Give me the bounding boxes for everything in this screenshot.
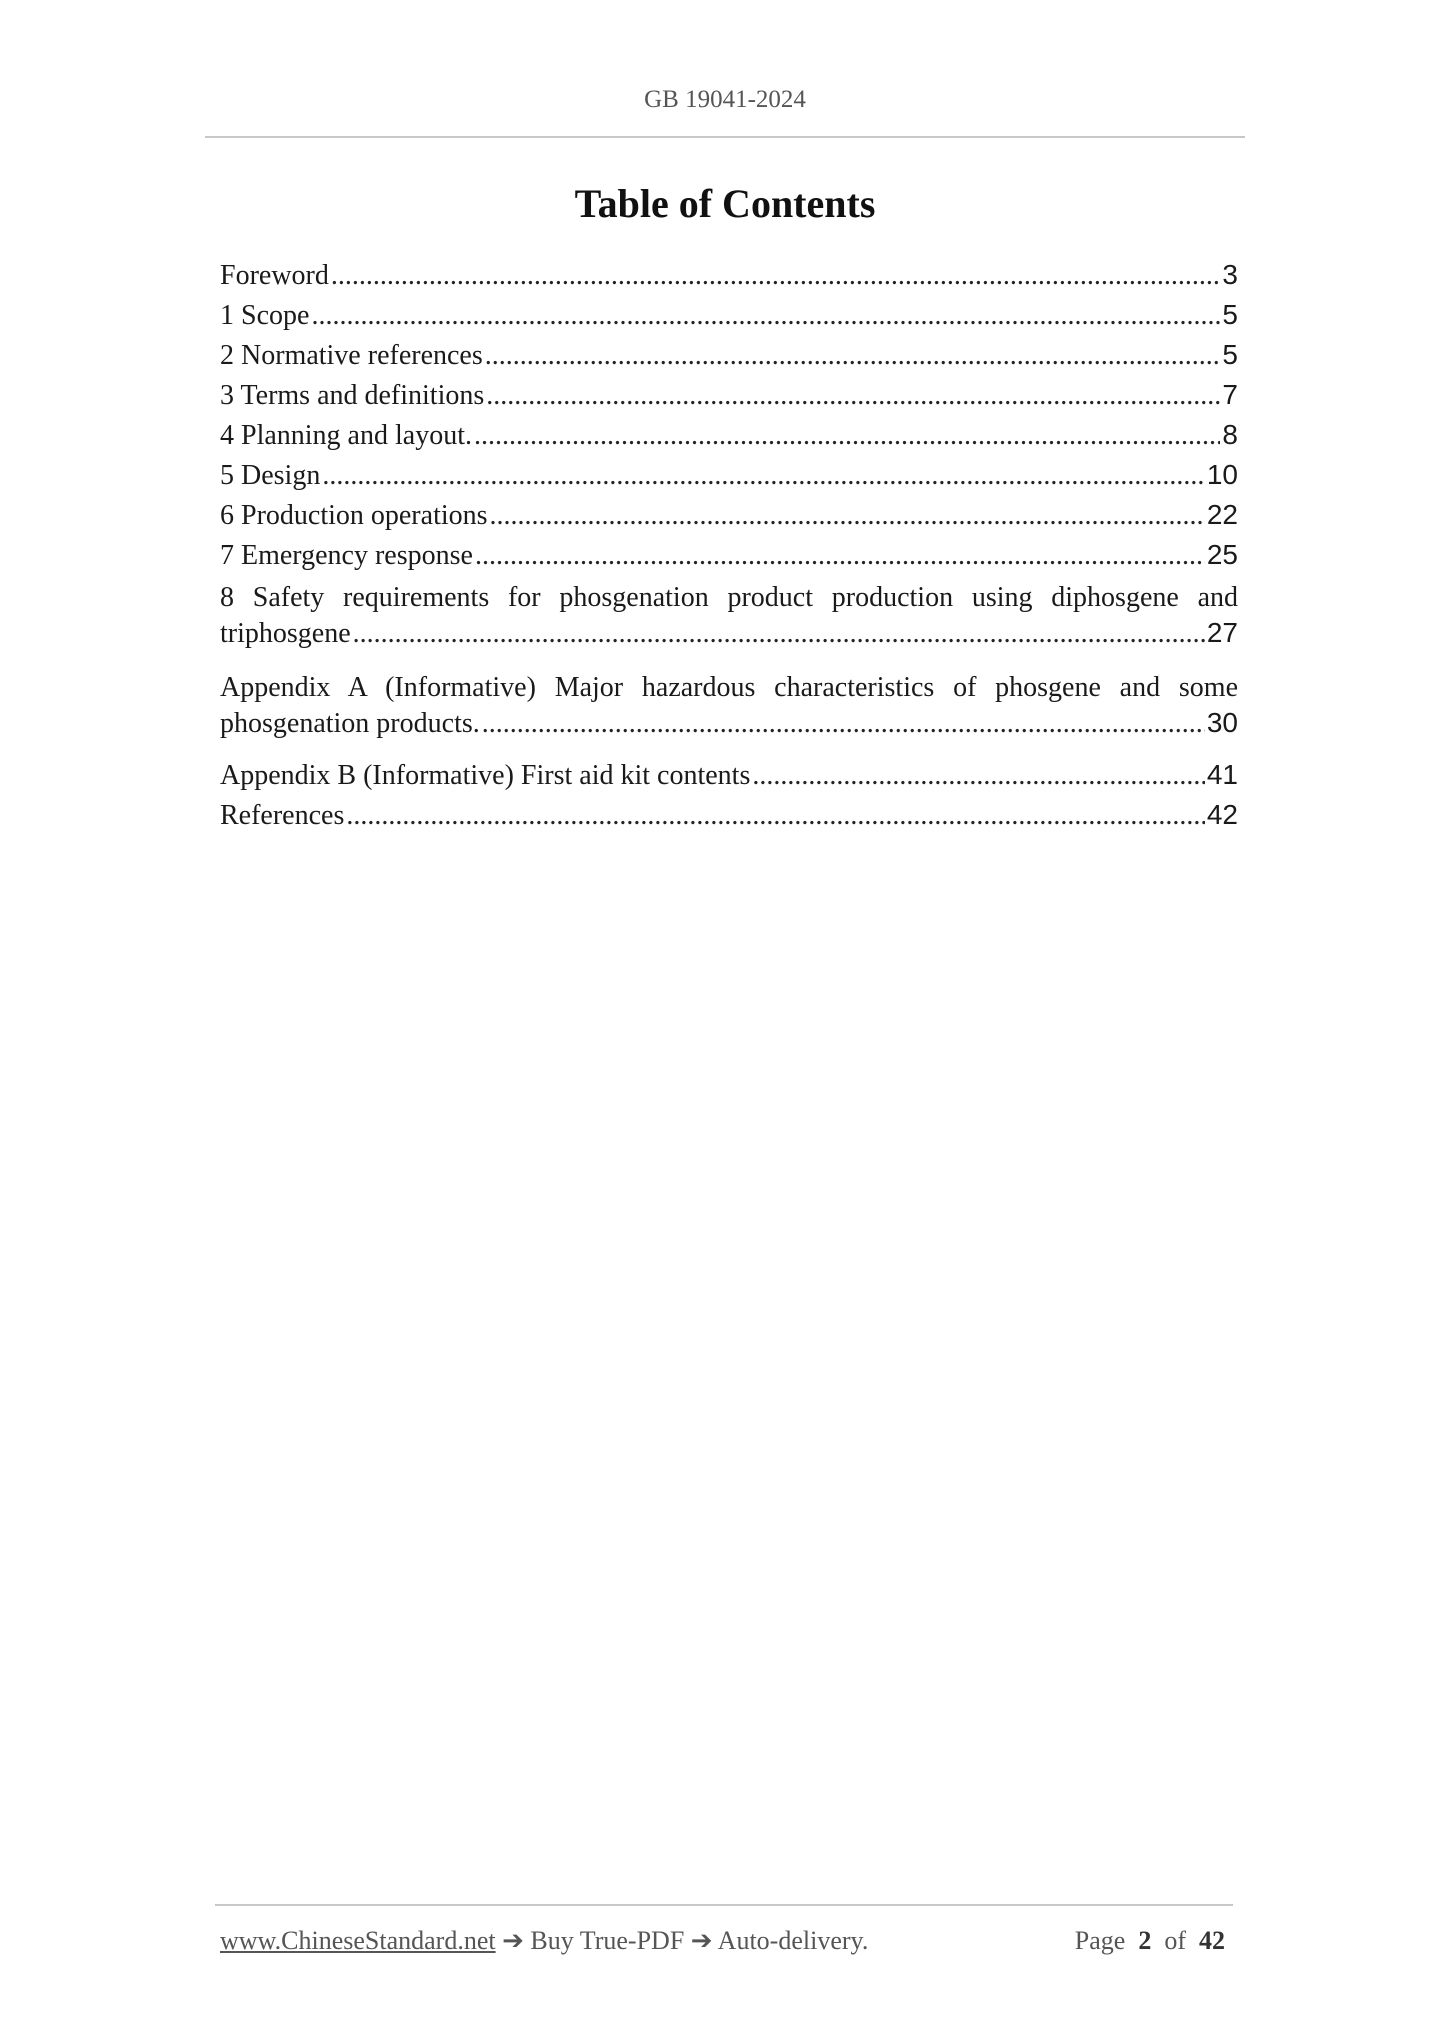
page-of-label: of	[1164, 1926, 1186, 1955]
toc-entry-page: 41	[1206, 759, 1238, 790]
toc-entry-page: 10	[1206, 459, 1238, 490]
footer-promo	[220, 1926, 868, 1956]
toc-entry-emergency-response[interactable]	[220, 539, 1238, 577]
page-number	[1075, 1926, 1225, 1956]
toc-entry-title: References	[220, 800, 345, 831]
dot-leader	[346, 800, 1204, 832]
dot-leader	[474, 420, 1220, 452]
page-label: Page	[1074, 1926, 1126, 1955]
toc-entry-normative-references[interactable]	[220, 339, 1238, 377]
toc-entry-title: 2 Normative references	[220, 340, 483, 371]
toc-entry-foreword[interactable]	[220, 259, 1238, 297]
footer-website-link[interactable]: www.ChineseStandard.net	[220, 1926, 496, 1955]
toc-entry-planning-and-layout[interactable]	[220, 419, 1238, 457]
toc-entry-page: 25	[1206, 539, 1238, 570]
toc-entry-design[interactable]	[220, 459, 1238, 497]
toc-entry-scope[interactable]	[220, 299, 1238, 337]
dot-leader	[482, 708, 1205, 740]
toc-entry-title-line1: Appendix A (Informative) Major hazardous characteristics of phosgene and some	[220, 672, 1238, 703]
toc-entry-appendix-b[interactable]	[220, 759, 1238, 797]
toc-entry-title: 1 Scope	[220, 300, 310, 331]
toc-entry-page: 22	[1206, 499, 1238, 530]
toc-entry-title: 6 Production operations	[220, 500, 488, 531]
dot-leader	[311, 300, 1220, 332]
dot-leader	[353, 618, 1205, 650]
toc-entry-page: 5	[1222, 339, 1238, 370]
toc-entry-references[interactable]	[220, 799, 1238, 837]
toc-entry-page: 42	[1206, 799, 1238, 830]
toc-entry-terms-and-definitions[interactable]	[220, 379, 1238, 417]
dot-leader	[331, 260, 1221, 292]
toc-entry-title-line2: phosgenation products.	[220, 708, 480, 739]
dot-leader	[490, 500, 1205, 532]
page-title: Table of Contents	[574, 181, 876, 226]
toc-entry-page: 30	[1206, 707, 1238, 738]
dot-leader	[752, 760, 1204, 792]
page-current: 2	[1138, 1926, 1152, 1955]
toc-entry-page: 3	[1222, 259, 1238, 290]
toc-entry-title: Appendix B (Informative) First aid kit contents	[220, 760, 751, 791]
toc-entry-title: 5 Design	[220, 460, 321, 491]
footer-buy-text: Buy True-PDF	[530, 1926, 685, 1955]
page-total: 42	[1199, 1926, 1225, 1955]
toc-entry-title: 4 Planning and layout.	[220, 420, 472, 451]
footer-delivery-text: Auto-delivery.	[717, 1926, 869, 1955]
toc-entry-title: 3 Terms and definitions	[220, 380, 485, 411]
toc-entry-title-line1: 8 Safety requirements for phosgenation product production using diphosgene and	[220, 582, 1238, 613]
toc-entry-production-operations[interactable]	[220, 499, 1238, 537]
dot-leader	[485, 340, 1221, 372]
toc-entry-title-line2: triphosgene	[220, 618, 351, 649]
running-header: GB 19041-2024	[644, 86, 806, 113]
dot-leader	[322, 460, 1205, 492]
toc-entry-page: 7	[1222, 379, 1238, 410]
toc-entry-page: 8	[1222, 419, 1238, 450]
footer-divider	[215, 1904, 1233, 1906]
toc-entry-page: 27	[1206, 617, 1238, 648]
header-divider	[205, 136, 1245, 138]
arrow-right-icon: ➔	[502, 1926, 524, 1955]
toc-entry-title: Foreword	[220, 260, 329, 291]
toc-entry-page: 5	[1222, 299, 1238, 330]
toc-entry-safety-requirements[interactable]	[220, 579, 1238, 655]
toc-entry-title: 7 Emergency response	[220, 540, 473, 571]
toc-entry-appendix-a[interactable]	[220, 669, 1238, 745]
dot-leader	[475, 540, 1205, 572]
dot-leader	[486, 380, 1220, 412]
arrow-right-icon: ➔	[690, 1926, 713, 1955]
